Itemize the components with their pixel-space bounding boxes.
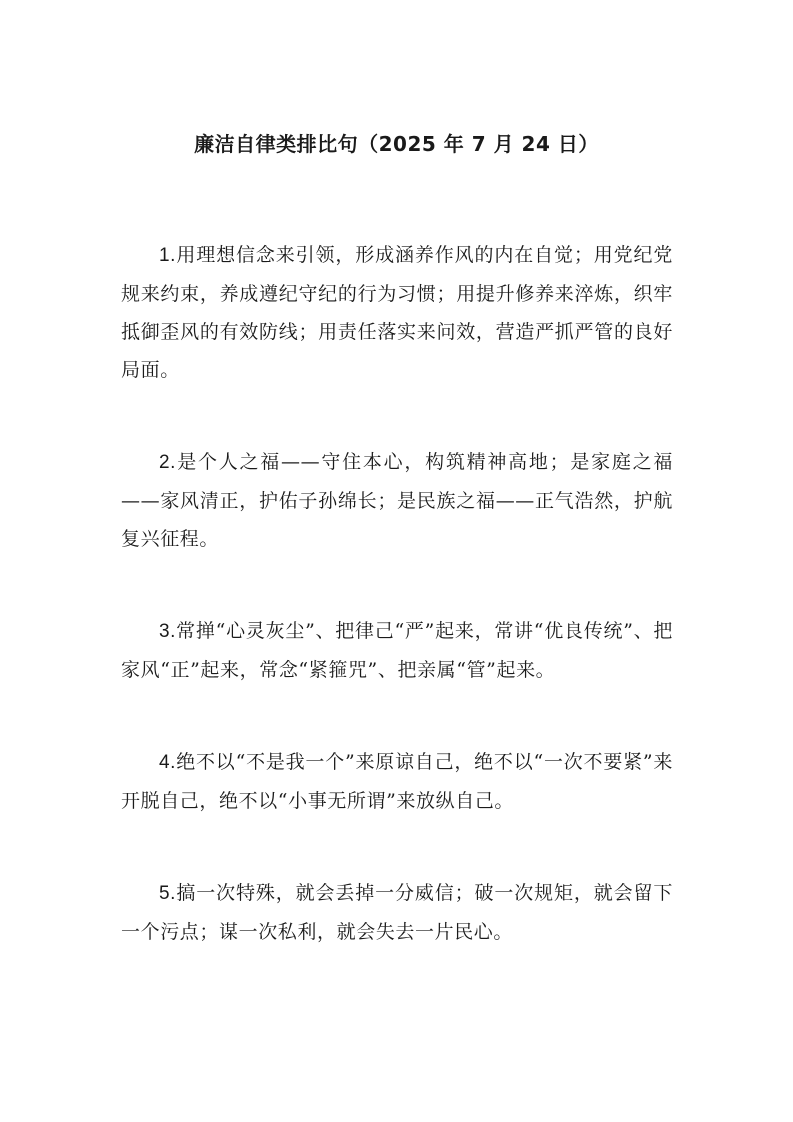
paragraph-3 <box>121 612 673 689</box>
paragraph-text: 绝不以“不是我一个”来原谅自己，绝不以“一次不要紧”来开脱自己，绝不以“小事无所谓”来放纵自己。 <box>121 751 673 812</box>
paragraph-text: 搞一次特殊，就会丢掉一分威信；破一次规矩，就会留下一个污点；谋一次私利，就会失去一片民心。 <box>121 882 673 943</box>
paragraph-number: 1. <box>159 245 177 266</box>
paragraph-1 <box>121 236 673 389</box>
paragraph-5 <box>121 874 673 951</box>
document-title: 廉洁自律类排比句（2025 年 7 月 24 日） <box>194 132 599 156</box>
paragraph-text: 是个人之福——守住本心，构筑精神高地；是家庭之福——家风清正，护佑子孙绵长；是民族之福——正气浩然，护航复兴征程。 <box>121 451 673 550</box>
document-body <box>121 236 673 1005</box>
paragraph-number: 5. <box>159 883 177 904</box>
paragraph-4 <box>121 743 673 820</box>
paragraph-number: 4. <box>159 752 177 773</box>
paragraph-number: 2. <box>159 452 177 473</box>
paragraph-text: 常掸“心灵灰尘”、把律己“严”起来，常讲“优良传统”、把家风“正”起来，常念“紧箍咒”、把亲属“管”起来。 <box>121 620 673 681</box>
paragraph-text: 用理想信念来引领，形成涵养作风的内在自觉；用党纪党规来约束，养成遵纪守纪的行为习惯；用提升修养来淬炼，织牢抵御歪风的有效防线；用责任落实来问效，营造严抓严管的良好局面。 <box>121 244 673 381</box>
paragraph-number: 3. <box>159 621 177 642</box>
paragraph-2 <box>121 443 673 558</box>
